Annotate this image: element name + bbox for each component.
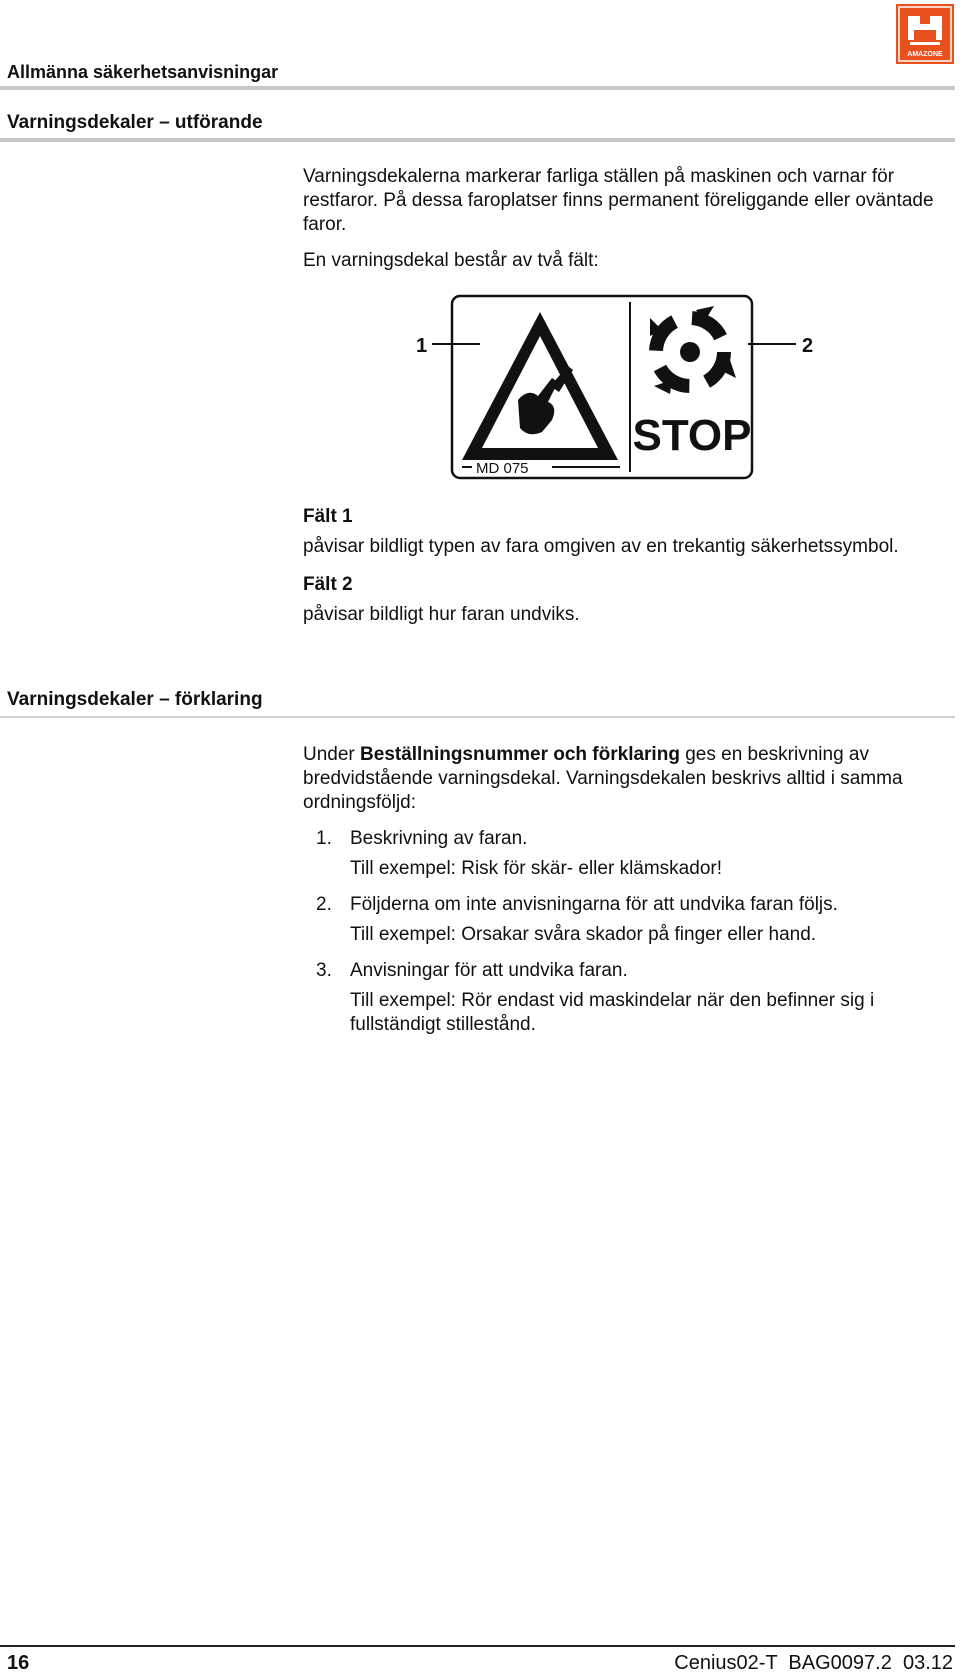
section2-intro: Under Beställningsnummer och förklaring ges en beskrivning av bredvidstående varningsdekal. Varningsdekalen beskrivs alltid i samma ordningsföljd: xyxy=(303,744,903,813)
field2-label: Fält 2 xyxy=(303,574,353,595)
warning-decal-figure xyxy=(400,290,830,485)
page-number: 16 xyxy=(7,1652,30,1674)
explanation-list xyxy=(303,827,943,1037)
footer-divider xyxy=(0,1645,955,1647)
section2-body xyxy=(303,743,943,1049)
rotating-parts-icon xyxy=(650,306,736,394)
section-divider-2 xyxy=(0,716,955,718)
hazard-triangle-icon xyxy=(462,312,618,460)
fields-description xyxy=(303,505,943,641)
page-header-title: Allmänna säkerhetsanvisningar xyxy=(7,62,279,82)
section-divider xyxy=(0,138,955,142)
section-title-utforande: Varningsdekaler – utförande xyxy=(7,112,263,133)
list-item: 1. Beskrivning av faran. Till exempel: Risk för skär- eller klämskador! xyxy=(316,828,722,879)
stop-text: STOP xyxy=(632,411,752,460)
callout-2: 2 xyxy=(802,335,814,357)
order-number-term: Beställningsnummer och förklaring xyxy=(360,744,680,765)
field2-text: påvisar bildligt hur faran undviks. xyxy=(303,604,580,625)
decal-code: MD 075 xyxy=(476,460,529,477)
field1-label: Fält 1 xyxy=(303,506,353,527)
amazone-logo xyxy=(896,4,954,64)
list-item: 2. Följderna om inte anvisningarna för att undvika faran följs. Till exempel: Orsakar svåra skador på finger eller hand. xyxy=(316,894,838,945)
logo-text: AMAZONE xyxy=(907,51,943,58)
section-title-forklaring: Varningsdekaler – förklaring xyxy=(7,689,263,710)
callout-1: 1 xyxy=(416,335,428,357)
two-fields-paragraph: En varningsdekal består av två fält: xyxy=(303,250,599,271)
intro-paragraph: Varningsdekalerna markerar farliga ställen på maskinen och varnar för restfaror. På dessa faroplatser finns permanent föreliggande eller oväntade faror. xyxy=(303,166,934,235)
field1-text: påvisar bildligt typen av fara omgiven av en trekantig säkerhetssymbol. xyxy=(303,536,899,557)
document-id: Cenius02-T BAG0097.2 03.12 xyxy=(674,1652,953,1674)
header-divider xyxy=(0,86,955,90)
list-item: 3. Anvisningar för att undvika faran. Till exempel: Rör endast vid maskindelar när den befinner sig i fullständigt stillestånd. xyxy=(316,960,875,1035)
section1-body xyxy=(303,165,943,285)
